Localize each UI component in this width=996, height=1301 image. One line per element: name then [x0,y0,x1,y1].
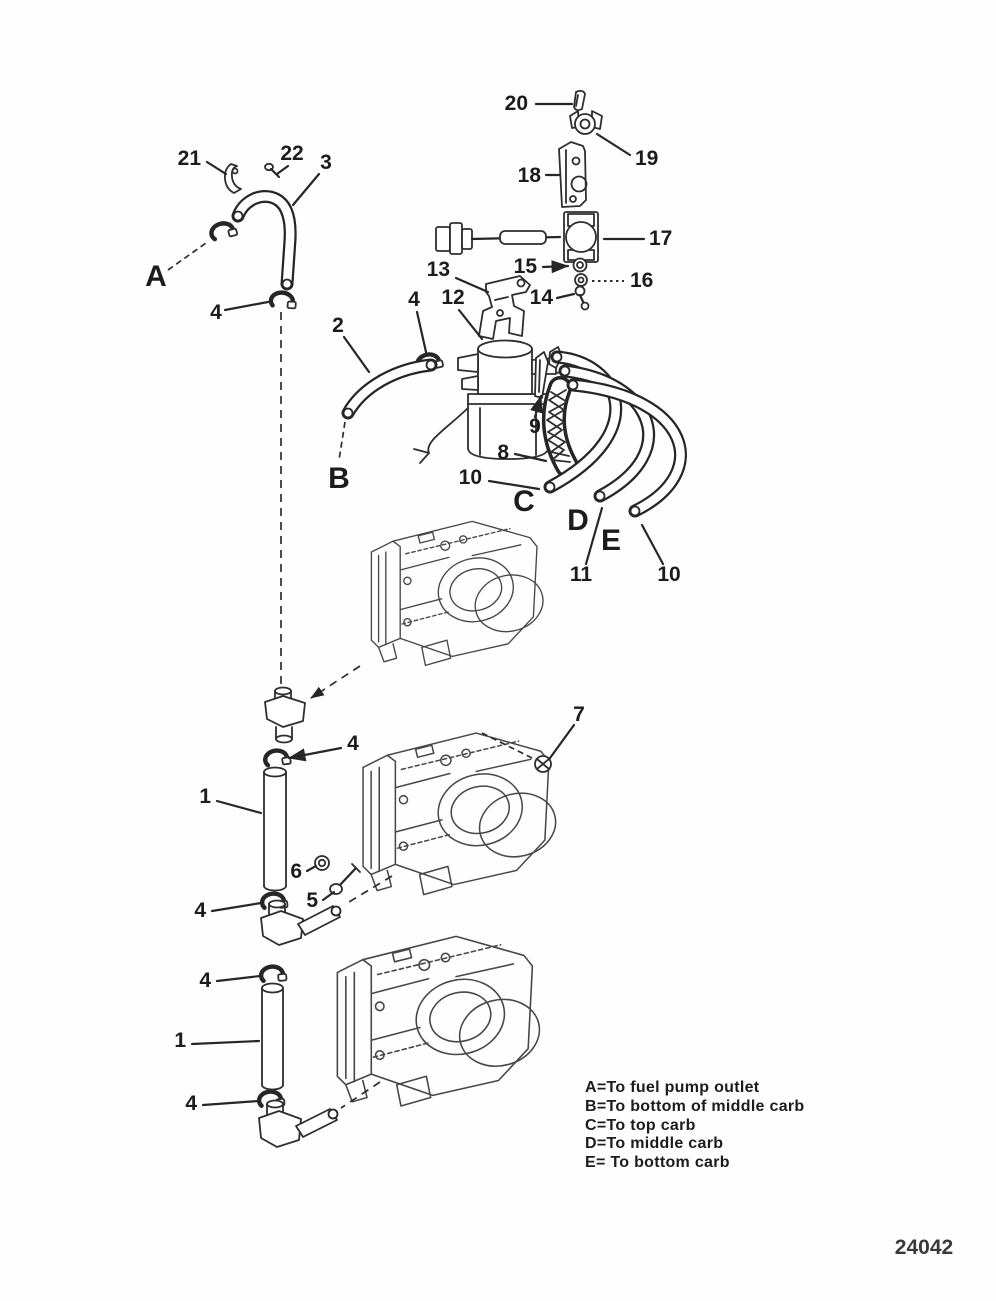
midcarb-to-fitting-line [344,876,392,905]
fuel-hose-2 [344,361,436,418]
fuel-hose-e [569,381,681,516]
callout-b: B [328,462,350,495]
legend-line-c: C=To top carb [585,1117,696,1134]
legend [585,1079,805,1171]
a-locator-line [168,243,206,270]
bolt-5 [330,864,360,894]
callout-a: A [145,260,167,293]
legend-line-a: A=To fuel pump outlet [585,1079,760,1096]
retainer-clip-21 [225,164,241,193]
legend-line-e: E= To bottom carb [585,1154,730,1171]
callout-8: 8 [497,441,509,464]
callout-9: 9 [529,415,541,438]
callout-6: 6 [290,860,302,883]
callout-13: 13 [426,258,450,281]
b-locator-line [339,422,345,460]
clamp-4d [264,749,291,767]
clamp-4f [260,965,286,982]
callout-4d: 4 [347,732,359,755]
callout-1b: 1 [174,1029,186,1052]
callout-4c: 4 [408,288,420,311]
callout-4a: 4 [210,301,222,324]
legend-line-d: D=To middle carb [585,1135,724,1152]
screw-14 [576,287,589,310]
callout-3: 3 [320,151,332,174]
nut-6 [315,856,329,870]
fuel-hose-3 [234,196,292,288]
callout-d: D [567,504,589,537]
topcarb-to-tee-line [311,666,360,698]
callout-7: 7 [573,703,585,726]
top-carburetor [371,521,549,665]
callout-17: 17 [649,227,673,250]
callout-14: 14 [529,286,553,309]
bottom-carburetor [337,936,546,1106]
middle-carburetor [363,733,562,895]
callout-4g: 4 [185,1092,197,1115]
legend-line-b: B=To bottom of middle carb [585,1098,805,1115]
callout-5: 5 [306,889,318,912]
callout-10a: 10 [458,466,482,489]
tee-fitting-lower [261,901,341,946]
callout-c: C [513,485,535,518]
washer-16 [575,274,587,286]
callout-12: 12 [441,286,465,309]
callout-11: 11 [569,563,593,586]
clamp-4a [209,220,237,241]
protective-sleeve-8 [547,388,570,466]
callout-2: 2 [332,314,344,337]
callout-4e: 4 [194,899,206,922]
clamp-4b [271,292,297,309]
callout-19: 19 [635,147,659,170]
callout-16: 16 [630,269,654,292]
wing-nut-19 [570,111,602,134]
callout-15: 15 [513,255,537,278]
callout-22: 22 [280,142,304,165]
fuel-tube-1-lower [262,984,283,1090]
figure-number: 24042 [894,1236,954,1259]
nut-7 [535,756,551,772]
callout-4f: 4 [199,969,211,992]
callout-18: 18 [517,164,541,187]
callout-21: 21 [177,147,201,170]
callout-10b: 10 [657,563,681,586]
cotter-pin-20 [574,91,585,110]
tee-fitting-upper [265,688,305,743]
washer-15 [574,259,587,272]
elbow-fitting-bottom [259,1101,338,1148]
callout-1a: 1 [199,785,211,808]
fuel-tube-1-upper [264,768,286,891]
mount-bracket-13 [479,276,530,339]
callout-20: 20 [504,92,528,115]
callout-e: E [600,524,622,557]
bracket-18 [559,142,587,207]
